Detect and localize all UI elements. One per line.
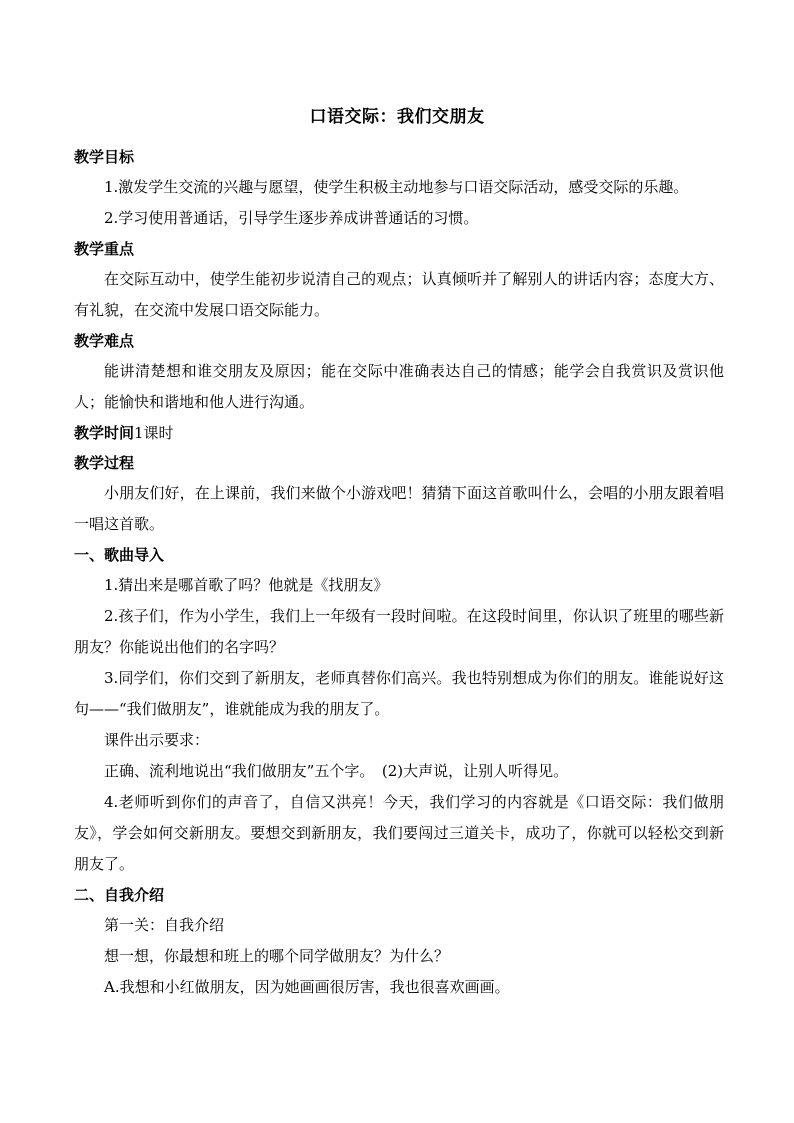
teaching-difficulty-heading: 教学难点 — [74, 332, 135, 350]
teaching-goal-item-2: 2.学习使用普通话，引导学生逐步养成讲普通话的习惯。 — [104, 209, 479, 227]
teaching-time-line — [74, 418, 724, 448]
self-intro-answer-a: A.我想和小红做朋友，因为她画画很厉害，我也很喜欢画画。 — [104, 978, 510, 996]
teaching-focus-heading: 教学重点 — [74, 240, 135, 258]
self-intro-question: 想一想，你最想和班上的哪个同学做朋友？为什么？ — [104, 947, 450, 965]
courseware-requirement-label: 课件出示要求： — [104, 731, 210, 749]
section-self-intro-heading: 二、自我介绍 — [74, 886, 165, 904]
teaching-focus-paragraph: 在交际互动中，使学生能初步说清自己的观点；认真倾听并了解别人的讲话内容；态度大方、有礼貌，在交流中发展口语交际能力。 — [74, 270, 724, 319]
teaching-process-intro: 小朋友们好，在上课前，我们来做个小游戏吧！猜猜下面这首歌叫什么，会唱的小朋友跟着唱一唱这首歌。 — [74, 484, 724, 533]
teaching-time-value: 1课时 — [134, 424, 174, 442]
song-intro-item-2: 2.孩子们，作为小学生，我们上一年级有一段时间啦。在这段时间里，你认识了班里的哪些新朋友？你能说出他们的名字吗？ — [74, 607, 724, 656]
teaching-goal-heading: 教学目标 — [74, 148, 135, 166]
song-intro-item-3: 3.同学们，你们交到了新朋友，老师真替你们高兴。我也特别想成为你们的朋友。谁能说好这句——“我们做朋友”，谁就能成为我的朋友了。 — [74, 669, 724, 718]
teaching-process-heading: 教学过程 — [74, 454, 135, 472]
teaching-time-heading: 教学时间 — [74, 424, 135, 442]
teaching-goal-item-1: 1.激发学生交流的兴趣与愿望，使学生积极主动地参与口语交际活动，感受交际的乐趣。 — [104, 178, 689, 196]
teaching-difficulty-paragraph: 能讲清楚想和谁交朋友及原因；能在交际中准确表达自己的情感；能学会自我赏识及赏识他人；能愉快和谐地和他人进行沟通。 — [74, 362, 724, 411]
document-title: 口语交际：我们交朋友 — [309, 107, 485, 127]
song-intro-item-4: 4.老师听到你们的声音了，自信又洪亮！今天，我们学习的内容就是《口语交际：我们做朋友》，学会如何交新朋友。要想交到新朋友，我们要闯过三道关卡，成功了，你就可以轻松交到新朋友了。 — [74, 793, 724, 873]
courseware-requirement-text: 正确、流利地说出“我们做朋友”五个字。 (2)大声说，让别人听得见。 — [104, 762, 569, 780]
self-intro-level-1: 第一关：自我介绍 — [104, 916, 225, 934]
section-song-intro-heading: 一、歌曲导入 — [74, 546, 165, 564]
song-intro-item-1: 1.猜出来是哪首歌了吗？他就是《找朋友》 — [104, 576, 389, 594]
document-body — [74, 142, 724, 1003]
